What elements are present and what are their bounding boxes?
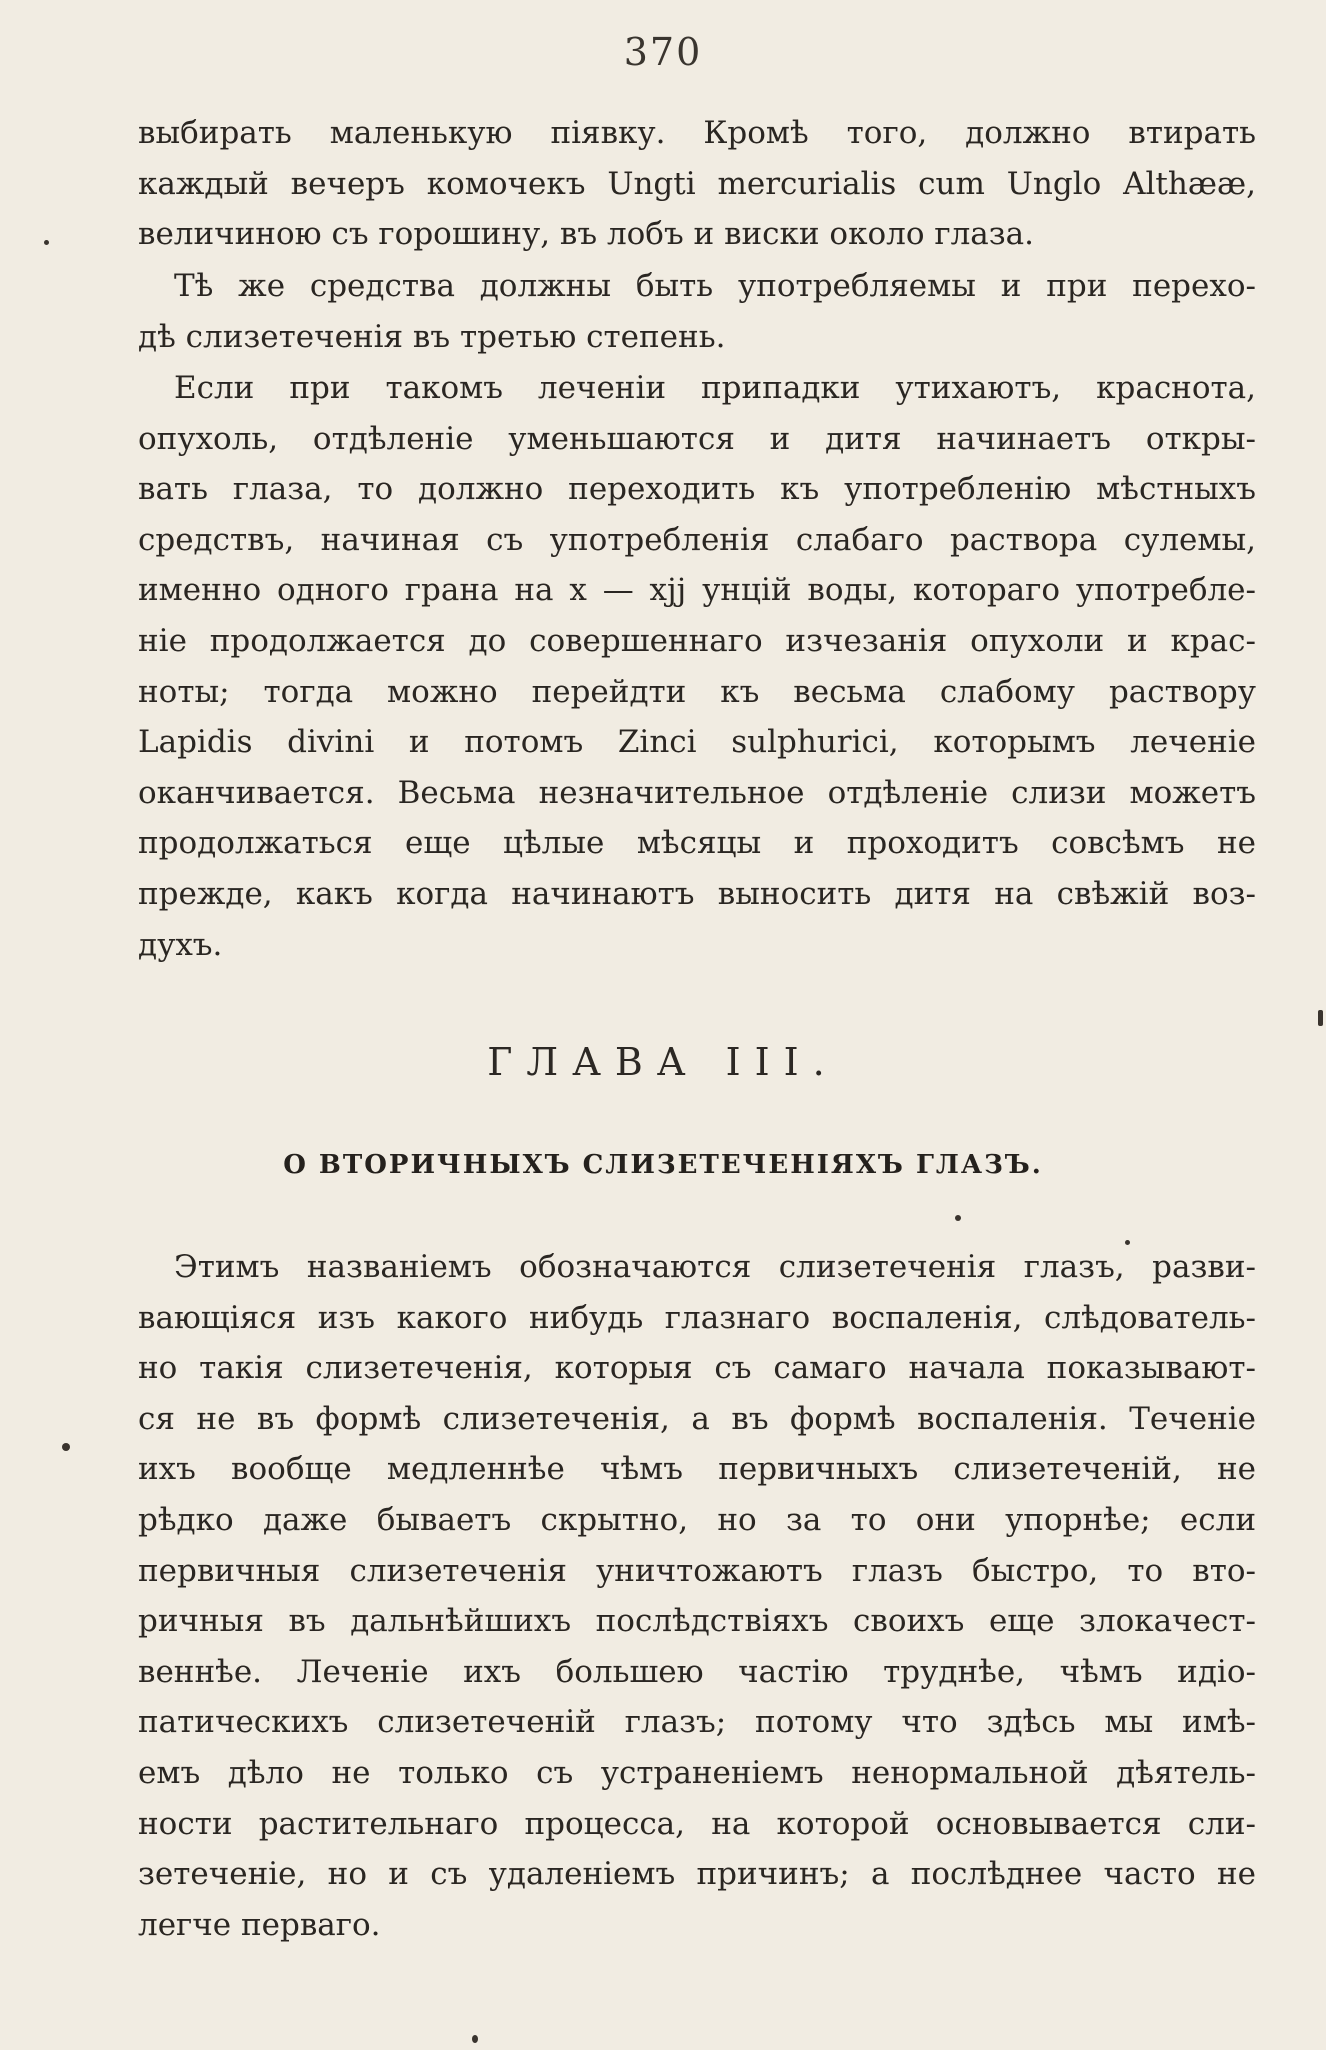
text-line: ніе продолжается до совершеннаго изчезанія опухоли и крас- bbox=[138, 622, 1256, 659]
text-line: но такія слизетеченія, которыя съ самаго начала показывают- bbox=[138, 1350, 1256, 1387]
text-line: Этимъ названіемъ обозначаются слизетеченія глазъ, разви- bbox=[174, 1249, 1256, 1285]
ink-speck bbox=[62, 1443, 70, 1451]
text-line: дѣ слизетеченія въ третью степень. bbox=[138, 318, 726, 355]
text-line: выбирать маленькую піявку. Кромѣ того, должно втирать bbox=[138, 115, 1256, 151]
page-number: 370 bbox=[623, 30, 703, 74]
text-line: оканчивается. Весьма незначительное отдѣленіе слизи можетъ bbox=[138, 774, 1256, 811]
ink-speck bbox=[955, 1215, 961, 1221]
text-line: каждый вечеръ комочекъ Ungti mercurialis cum Unglo Althææ, bbox=[138, 165, 1256, 202]
text-line: именно одного грана на x — xjj унцій воды, котораго употребле- bbox=[138, 572, 1256, 609]
text-line: величиною съ горошину, въ лобъ и виски около глаза. bbox=[138, 216, 1035, 253]
text-line: веннѣе. Леченіе ихъ большею частію труднѣе, чѣмъ идіо- bbox=[138, 1653, 1256, 1690]
chapter-subtitle: О ВТОРИЧНЫХЪ СЛИЗЕТЕЧЕНІЯХЪ ГЛАЗЪ. bbox=[283, 1150, 1043, 1180]
text-line: средствъ, начиная съ употребленія слабаго раствора сулемы, bbox=[138, 521, 1256, 558]
text-line: зетеченіе, но и съ удаленіемъ причинъ; а послѣднее часто не bbox=[138, 1856, 1256, 1893]
text-line: первичныя слизетеченія уничтожаютъ глазъ быстро, то вто- bbox=[138, 1552, 1256, 1589]
chapter-heading: ГЛАВА III. bbox=[487, 1040, 839, 1084]
ink-speck bbox=[472, 2035, 478, 2043]
text-line: ности растительнаго процесса, на которой основывается сли- bbox=[138, 1805, 1256, 1842]
text-line: духъ. bbox=[138, 926, 223, 963]
ink-speck bbox=[1125, 1240, 1130, 1245]
chapter-paragraph bbox=[138, 1242, 1256, 1950]
text-line: емъ дѣло не только съ устраненіемъ ненормальной дѣятель- bbox=[138, 1754, 1256, 1791]
text-line: вать глаза, то должно переходить къ употребленію мѣстныхъ bbox=[138, 471, 1256, 508]
text-line: продолжаться еще цѣлые мѣсяцы и проходитъ совсѣмъ не bbox=[138, 825, 1256, 862]
text-line: Тѣ же средства должны быть употребляемы и при перехо- bbox=[174, 268, 1256, 304]
text-line: ноты; тогда можно перейдти къ весьма слабому раствору bbox=[138, 673, 1256, 710]
ink-speck bbox=[44, 240, 49, 245]
text-line: ся не въ формѣ слизетеченія, а въ формѣ воспаленія. Теченіе bbox=[138, 1400, 1256, 1437]
text-line: рѣдко даже бываетъ скрытно, но за то они упорнѣе; если bbox=[138, 1501, 1256, 1538]
text-line: патическихъ слизетеченій глазъ; потому что здѣсь мы имѣ- bbox=[138, 1704, 1256, 1741]
paragraph-2 bbox=[138, 261, 1256, 362]
ink-speck bbox=[1318, 1010, 1323, 1026]
text-line: ихъ вообще медленнѣе чѣмъ первичныхъ слизетеченій, не bbox=[138, 1451, 1256, 1488]
paragraph-1 bbox=[138, 108, 1256, 260]
text-line: вающіяся изъ какого нибудь глазнаго воспаленія, слѣдователь- bbox=[138, 1299, 1256, 1336]
text-line: ричныя въ дальнѣйшихъ послѣдствіяхъ своихъ еще злокачест- bbox=[138, 1603, 1256, 1640]
text-line: Lapidis divini и потомъ Zinci sulphurici, которымъ леченіе bbox=[138, 724, 1256, 761]
text-line: опухоль, отдѣленіе уменьшаются и дитя начинаетъ откры- bbox=[138, 420, 1256, 457]
text-line: прежде, какъ когда начинаютъ выносить дитя на свѣжій воз- bbox=[138, 875, 1256, 912]
paragraph-3 bbox=[138, 363, 1256, 970]
text-line: легче перваго. bbox=[138, 1906, 381, 1943]
text-line: Если при такомъ леченіи припадки утихаютъ, краснота, bbox=[174, 370, 1256, 406]
